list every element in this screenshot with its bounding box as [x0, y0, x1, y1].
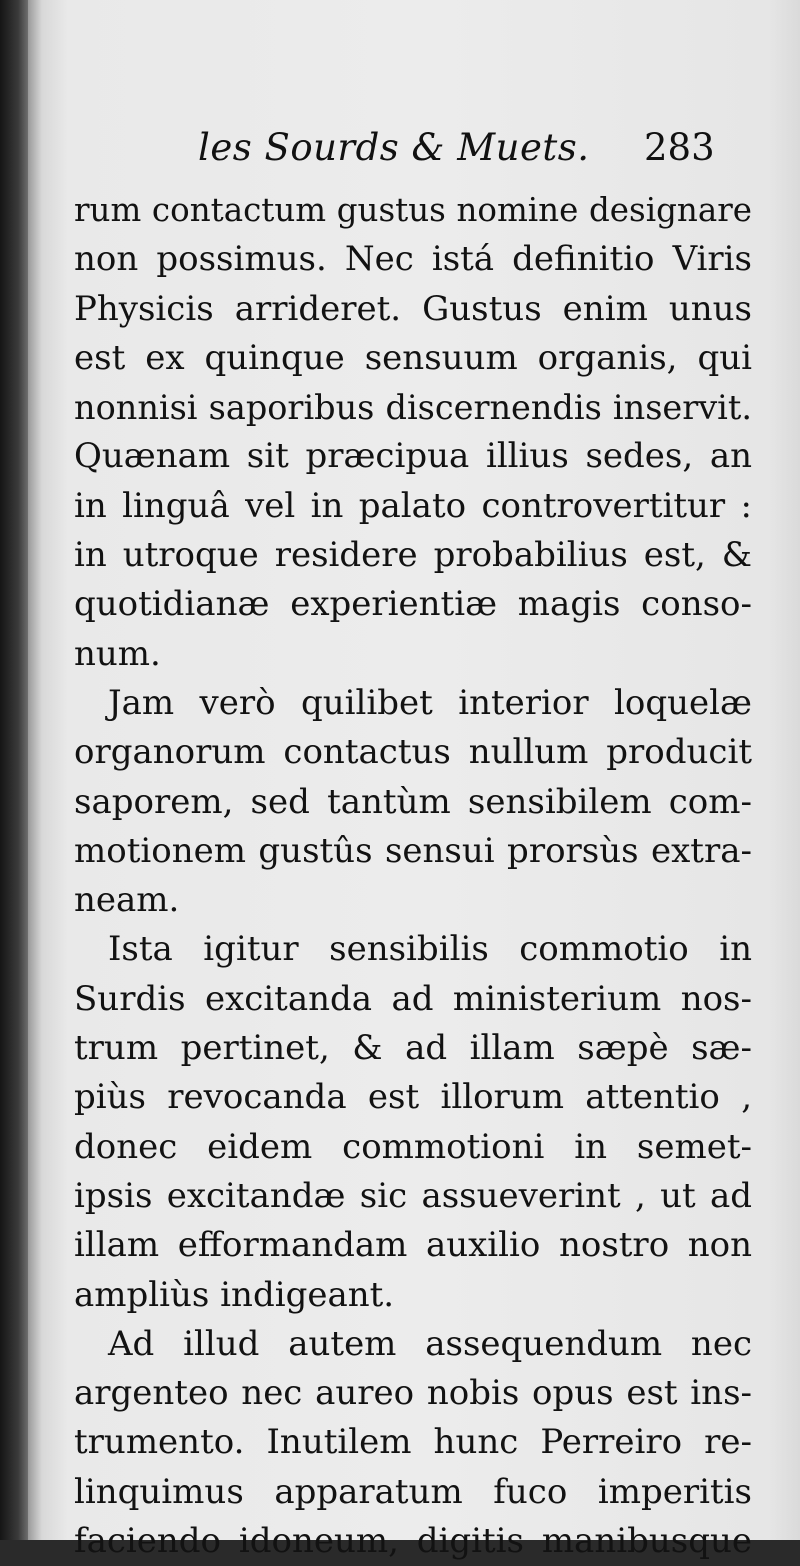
text-line: piùs revocanda est illorum attentio ,	[74, 1077, 752, 1118]
text-line: saporem, sed tantùm sensibilem com-	[74, 781, 752, 822]
text-line: ampliùs indigeant.	[74, 1274, 395, 1315]
text-line: trumento. Inutilem hunc Perreiro re-	[74, 1422, 752, 1463]
text-line: faciendo idoneum, digitis manibusque	[74, 1521, 752, 1562]
book-spine	[0, 0, 28, 1540]
text-line: Jam verò quilibet interior loquelæ	[108, 682, 752, 723]
page-header	[28, 118, 800, 178]
text-line: in linguâ vel in palato controvertitur :	[74, 485, 752, 526]
text-line: Quænam sit præcipua illius sedes, an	[74, 436, 752, 477]
text-line: argenteo nec aureo nobis opus est ins-	[74, 1373, 752, 1414]
text-line: neam.	[74, 880, 180, 921]
running-title: les Sourds & Muets.	[198, 126, 590, 169]
text-line: in utroque residere probabilius est, &	[74, 535, 752, 576]
text-line: non possimus. Nec istá definitio Viris	[74, 239, 752, 280]
text-line: num.	[74, 633, 161, 674]
text-line: nonnisi saporibus discernendis inservit.	[74, 388, 752, 428]
text-line: trum pertinet, & ad illam sæpè sæ-	[74, 1028, 752, 1069]
text-line: est ex quinque sensuum organis, qui	[74, 337, 752, 378]
text-line: Ista igitur sensibilis commotio in	[108, 929, 752, 970]
text-line: Surdis excitanda ad ministerium nos-	[74, 978, 752, 1019]
text-line: linquimus apparatum fuco imperitis	[74, 1471, 752, 1512]
text-line: quotidianæ experientiæ magis conso-	[74, 584, 752, 625]
text-line: Physicis arrideret. Gustus enim unus	[74, 288, 752, 329]
text-line: rum contactum gustus nomine designare	[74, 191, 752, 229]
text-line: illam efformandam auxilio nostro non	[74, 1225, 752, 1266]
text-line: ipsis excitandæ sic assueverint , ut ad	[74, 1175, 752, 1216]
text-line: motionem gustûs sensui prorsùs extra-	[74, 830, 752, 871]
book-page	[28, 0, 800, 1562]
text-line: Ad illud autem assequendum nec	[108, 1323, 752, 1364]
body-text	[74, 186, 752, 1566]
text-line: donec eidem commotioni in semet-	[74, 1126, 752, 1167]
text-line: organorum contactus nullum producit	[74, 732, 752, 773]
page-number: 283	[644, 126, 715, 169]
